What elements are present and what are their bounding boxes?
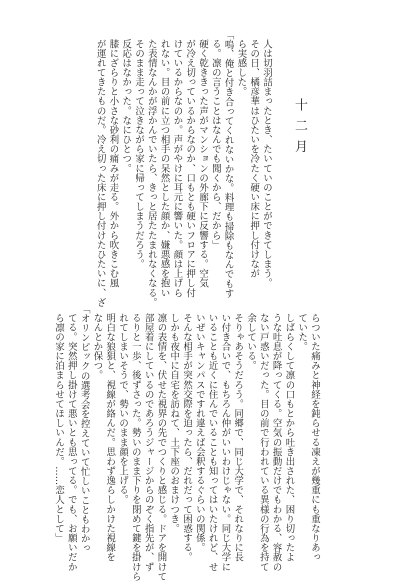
text-block-lower bbox=[51, 304, 320, 582]
paragraph-line: そのまま走って泣きながら家に帰ってしまうだろう。 bbox=[133, 39, 145, 270]
paragraph-line: 余している。 bbox=[245, 313, 257, 371]
paragraph-line: 硬く乾ききった声がマンションの外廊下に反響する。空気 bbox=[197, 39, 209, 289]
paragraph-line: た表情なんかが浮かんでいたら、きっと居たたまれなくなる。 bbox=[145, 39, 157, 308]
paragraph-line: れない。目の前に立つ相手の呆然とした顔か、嫌悪感を抱い bbox=[158, 39, 170, 298]
paragraph-line: ていた。 bbox=[296, 313, 308, 352]
paragraph-line: らついた痛みと神経を鈍らせる凍えが幾重にも重なりあっ bbox=[309, 313, 320, 563]
paragraph-line: けているからなのか。声がやけに耳元に響いた。顔は上げら bbox=[171, 39, 183, 298]
paragraph-line: しかも夜中に自宅を訪ねて、土下座のおまけつき。 bbox=[168, 313, 180, 534]
paragraph-line: てる。突然押し掛けて悪いとも思ってる。でも、お願いだか bbox=[65, 313, 77, 572]
paragraph-line: 部屋着にしているのであろうジャージからのぞく指先が、ず bbox=[142, 313, 154, 572]
paragraph-line: うな吐息が降ってくる。空気の振動だけでもわかる、容赦の bbox=[270, 313, 282, 572]
paragraph-line: が運れてきたものだ。冷え切った床に押し付けたひたいに、ざ bbox=[94, 39, 106, 308]
text-block-upper bbox=[93, 30, 272, 308]
paragraph-line: いることも近くに住んでいることも知ってはいたけれど、せ bbox=[206, 313, 218, 572]
paragraph-line: なんとか保つ。 bbox=[91, 313, 103, 381]
paragraph-line: 「嗚、俺と付き合ってくれないかな。料理も掃除もなんでもす bbox=[222, 30, 234, 299]
paragraph-line: 人は切羽詰まったとき、たいていのことができてしまう。 bbox=[261, 39, 272, 289]
paragraph-line: 凛の表情を、伏せた視界の先でつくりと感じる。ドアを開けて bbox=[155, 313, 167, 582]
paragraph-line: そんな相手が突然交際を迫ったら、だれだって困惑する。 bbox=[181, 313, 193, 563]
paragraph-line: が冷え切っているからなのか、口もとも硬いフロアに押し付 bbox=[184, 39, 196, 298]
paragraph-line: れてしまいそうで、勢いのまま顔を上げる。 bbox=[117, 313, 129, 505]
paragraph-line: 「オリンピックの選考会を控えていて忙しいこともわかっ bbox=[78, 304, 90, 554]
paragraph-line: いぜいキャンパスですれ違えば会釈するぐらいの関係。 bbox=[193, 313, 205, 553]
paragraph-line: 反応はなかった。なにひとつ。 bbox=[120, 39, 132, 174]
paragraph-line: ない戸惑いだった。目の前で行われている異様の行為を持て bbox=[257, 313, 269, 572]
paragraph-line: ら凛の家に泊まらせてほしいんだ。……恋人として」 bbox=[53, 313, 65, 544]
paragraph-line: しばらくして凛の口もとから吐き出された、困り切ったよ bbox=[283, 313, 295, 563]
chapter-title: 十二月 bbox=[292, 98, 307, 161]
paragraph-line: 明白な狼狽と、視線が絡んだ。思わず逸らしかけた視線を bbox=[104, 313, 116, 563]
paragraph-line: る。凛の言うことはなんでも聞くから、だから」 bbox=[209, 39, 221, 251]
paragraph-line: るりと一歩、後ずさった。勢いのまま下りを閉めて鍵を掛けら bbox=[129, 313, 141, 582]
paragraph-line: い付き合いで、もちろん仲がいいわけじゃない。同じ大学に bbox=[219, 313, 231, 572]
paragraph-line: 膝にざらりと小さな砂利の痛みが走る。外から吹きこむ風 bbox=[107, 39, 119, 289]
paragraph-line: その日、橘彦華はひたいを冷たく硬い床に押し付けなが bbox=[248, 39, 260, 279]
paragraph-line: ら実感した。 bbox=[235, 39, 247, 97]
paragraph-line: そりゃあそうだろう。同郷で、同じ大学で、それなりに長 bbox=[232, 313, 244, 563]
